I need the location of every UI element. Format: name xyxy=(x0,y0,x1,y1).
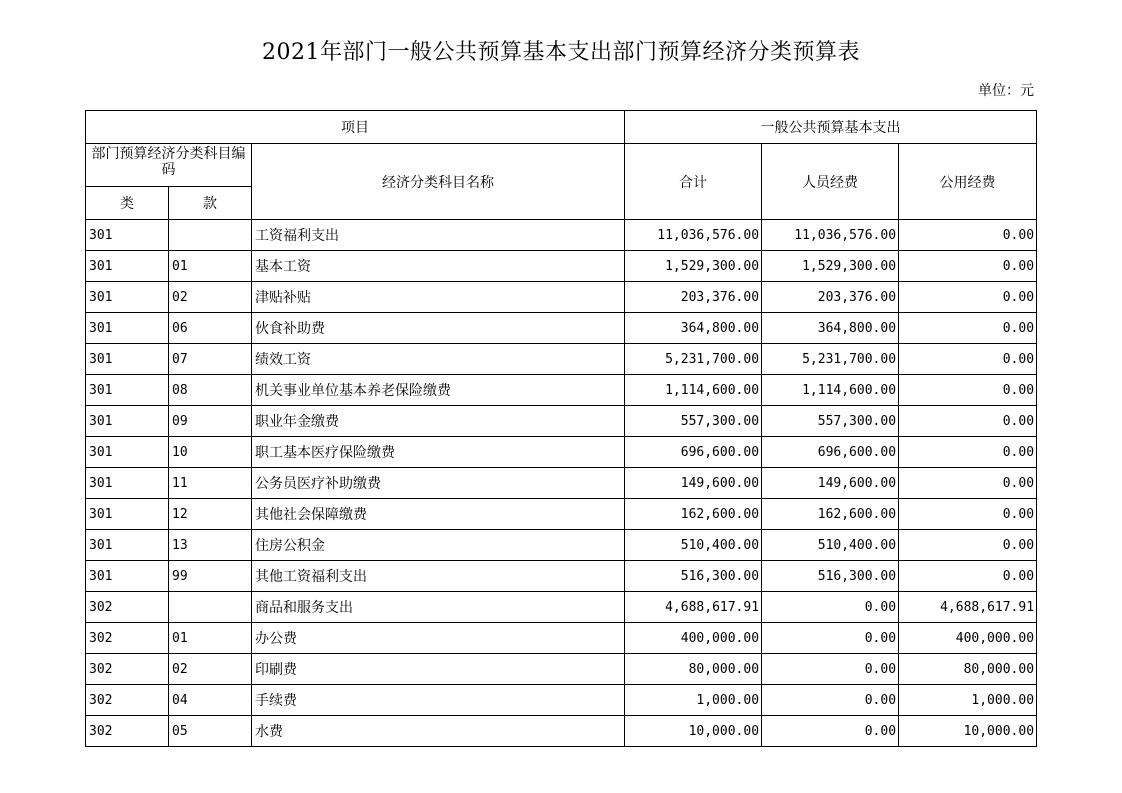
table-row xyxy=(86,313,1037,344)
cell-name: 职业年金缴费 xyxy=(252,406,625,437)
cell-public: 0.00 xyxy=(899,313,1037,344)
cell-public: 0.00 xyxy=(899,344,1037,375)
table-row xyxy=(86,406,1037,437)
table-row xyxy=(86,499,1037,530)
cell-total: 696,600.00 xyxy=(625,437,762,468)
cell-total: 400,000.00 xyxy=(625,623,762,654)
cell-total: 11,036,576.00 xyxy=(625,220,762,251)
cell-name: 公务员医疗补助缴费 xyxy=(252,468,625,499)
cell-item: 01 xyxy=(169,251,252,282)
cell-personnel: 510,400.00 xyxy=(762,530,899,561)
cell-name: 水费 xyxy=(252,716,625,747)
cell-personnel: 364,800.00 xyxy=(762,313,899,344)
header-class: 类 xyxy=(86,187,169,220)
cell-class: 301 xyxy=(86,313,169,344)
cell-class: 301 xyxy=(86,406,169,437)
cell-item: 07 xyxy=(169,344,252,375)
cell-public: 4,688,617.91 xyxy=(899,592,1037,623)
table-row xyxy=(86,251,1037,282)
cell-name: 工资福利支出 xyxy=(252,220,625,251)
cell-public: 0.00 xyxy=(899,375,1037,406)
cell-total: 1,114,600.00 xyxy=(625,375,762,406)
header-total: 合计 xyxy=(625,144,762,220)
cell-public: 0.00 xyxy=(899,499,1037,530)
table-row xyxy=(86,468,1037,499)
cell-class: 301 xyxy=(86,375,169,406)
cell-item: 02 xyxy=(169,654,252,685)
cell-item: 05 xyxy=(169,716,252,747)
header-project: 项目 xyxy=(86,111,625,144)
cell-item: 08 xyxy=(169,375,252,406)
cell-personnel: 11,036,576.00 xyxy=(762,220,899,251)
cell-personnel: 1,529,300.00 xyxy=(762,251,899,282)
header-public: 公用经费 xyxy=(899,144,1037,220)
cell-class: 301 xyxy=(86,344,169,375)
header-personnel: 人员经费 xyxy=(762,144,899,220)
cell-total: 4,688,617.91 xyxy=(625,592,762,623)
cell-class: 302 xyxy=(86,685,169,716)
cell-public: 0.00 xyxy=(899,282,1037,313)
cell-item xyxy=(169,592,252,623)
cell-public: 80,000.00 xyxy=(899,654,1037,685)
unit-label: 单位：元 xyxy=(978,83,1034,99)
cell-total: 149,600.00 xyxy=(625,468,762,499)
cell-public: 0.00 xyxy=(899,251,1037,282)
cell-class: 301 xyxy=(86,499,169,530)
table-row xyxy=(86,375,1037,406)
table-header xyxy=(86,111,1037,220)
cell-total: 510,400.00 xyxy=(625,530,762,561)
header-name: 经济分类科目名称 xyxy=(252,144,625,220)
cell-total: 516,300.00 xyxy=(625,561,762,592)
cell-item: 09 xyxy=(169,406,252,437)
table-row xyxy=(86,437,1037,468)
cell-public: 10,000.00 xyxy=(899,716,1037,747)
cell-name: 住房公积金 xyxy=(252,530,625,561)
cell-personnel: 696,600.00 xyxy=(762,437,899,468)
cell-public: 400,000.00 xyxy=(899,623,1037,654)
cell-item: 06 xyxy=(169,313,252,344)
table-row xyxy=(86,623,1037,654)
cell-total: 162,600.00 xyxy=(625,499,762,530)
cell-item: 02 xyxy=(169,282,252,313)
table-row xyxy=(86,282,1037,313)
cell-name: 手续费 xyxy=(252,685,625,716)
cell-personnel: 0.00 xyxy=(762,592,899,623)
cell-total: 80,000.00 xyxy=(625,654,762,685)
cell-public: 0.00 xyxy=(899,468,1037,499)
cell-personnel: 0.00 xyxy=(762,654,899,685)
cell-class: 302 xyxy=(86,592,169,623)
cell-public: 0.00 xyxy=(899,561,1037,592)
cell-item: 01 xyxy=(169,623,252,654)
table-row xyxy=(86,530,1037,561)
cell-total: 1,529,300.00 xyxy=(625,251,762,282)
cell-total: 203,376.00 xyxy=(625,282,762,313)
cell-class: 301 xyxy=(86,530,169,561)
cell-personnel: 516,300.00 xyxy=(762,561,899,592)
cell-personnel: 0.00 xyxy=(762,623,899,654)
cell-item: 04 xyxy=(169,685,252,716)
table-row xyxy=(86,220,1037,251)
cell-name: 职工基本医疗保险缴费 xyxy=(252,437,625,468)
cell-public: 0.00 xyxy=(899,220,1037,251)
table-row xyxy=(86,685,1037,716)
cell-class: 301 xyxy=(86,437,169,468)
cell-item: 99 xyxy=(169,561,252,592)
cell-item: 11 xyxy=(169,468,252,499)
table-row xyxy=(86,716,1037,747)
cell-class: 302 xyxy=(86,623,169,654)
cell-personnel: 149,600.00 xyxy=(762,468,899,499)
cell-name: 其他工资福利支出 xyxy=(252,561,625,592)
page-title: 2021年部门一般公共预算基本支出部门预算经济分类预算表 xyxy=(262,40,860,65)
cell-class: 302 xyxy=(86,654,169,685)
cell-total: 1,000.00 xyxy=(625,685,762,716)
cell-personnel: 0.00 xyxy=(762,685,899,716)
table-body xyxy=(86,220,1037,747)
table-row xyxy=(86,592,1037,623)
cell-name: 印刷费 xyxy=(252,654,625,685)
cell-personnel: 162,600.00 xyxy=(762,499,899,530)
cell-personnel: 1,114,600.00 xyxy=(762,375,899,406)
cell-personnel: 0.00 xyxy=(762,716,899,747)
cell-name: 津贴补贴 xyxy=(252,282,625,313)
cell-public: 0.00 xyxy=(899,437,1037,468)
cell-item xyxy=(169,220,252,251)
cell-name: 基本工资 xyxy=(252,251,625,282)
table-row xyxy=(86,654,1037,685)
cell-public: 0.00 xyxy=(899,406,1037,437)
cell-total: 5,231,700.00 xyxy=(625,344,762,375)
cell-personnel: 203,376.00 xyxy=(762,282,899,313)
cell-total: 364,800.00 xyxy=(625,313,762,344)
cell-total: 557,300.00 xyxy=(625,406,762,437)
cell-name: 绩效工资 xyxy=(252,344,625,375)
cell-name: 伙食补助费 xyxy=(252,313,625,344)
header-item: 款 xyxy=(169,187,252,220)
cell-class: 301 xyxy=(86,468,169,499)
table-row xyxy=(86,561,1037,592)
cell-public: 0.00 xyxy=(899,530,1037,561)
header-general-budget: 一般公共预算基本支出 xyxy=(625,111,1037,144)
cell-class: 301 xyxy=(86,561,169,592)
cell-item: 10 xyxy=(169,437,252,468)
cell-class: 301 xyxy=(86,220,169,251)
cell-class: 301 xyxy=(86,282,169,313)
cell-class: 302 xyxy=(86,716,169,747)
cell-personnel: 5,231,700.00 xyxy=(762,344,899,375)
cell-name: 其他社会保障缴费 xyxy=(252,499,625,530)
budget-table xyxy=(85,110,1037,747)
cell-total: 10,000.00 xyxy=(625,716,762,747)
cell-name: 机关事业单位基本养老保险缴费 xyxy=(252,375,625,406)
cell-public: 1,000.00 xyxy=(899,685,1037,716)
cell-name: 商品和服务支出 xyxy=(252,592,625,623)
table-row xyxy=(86,344,1037,375)
cell-personnel: 557,300.00 xyxy=(762,406,899,437)
cell-item: 12 xyxy=(169,499,252,530)
cell-class: 301 xyxy=(86,251,169,282)
cell-name: 办公费 xyxy=(252,623,625,654)
header-code-group: 部门预算经济分类科目编码 xyxy=(86,144,252,187)
cell-item: 13 xyxy=(169,530,252,561)
